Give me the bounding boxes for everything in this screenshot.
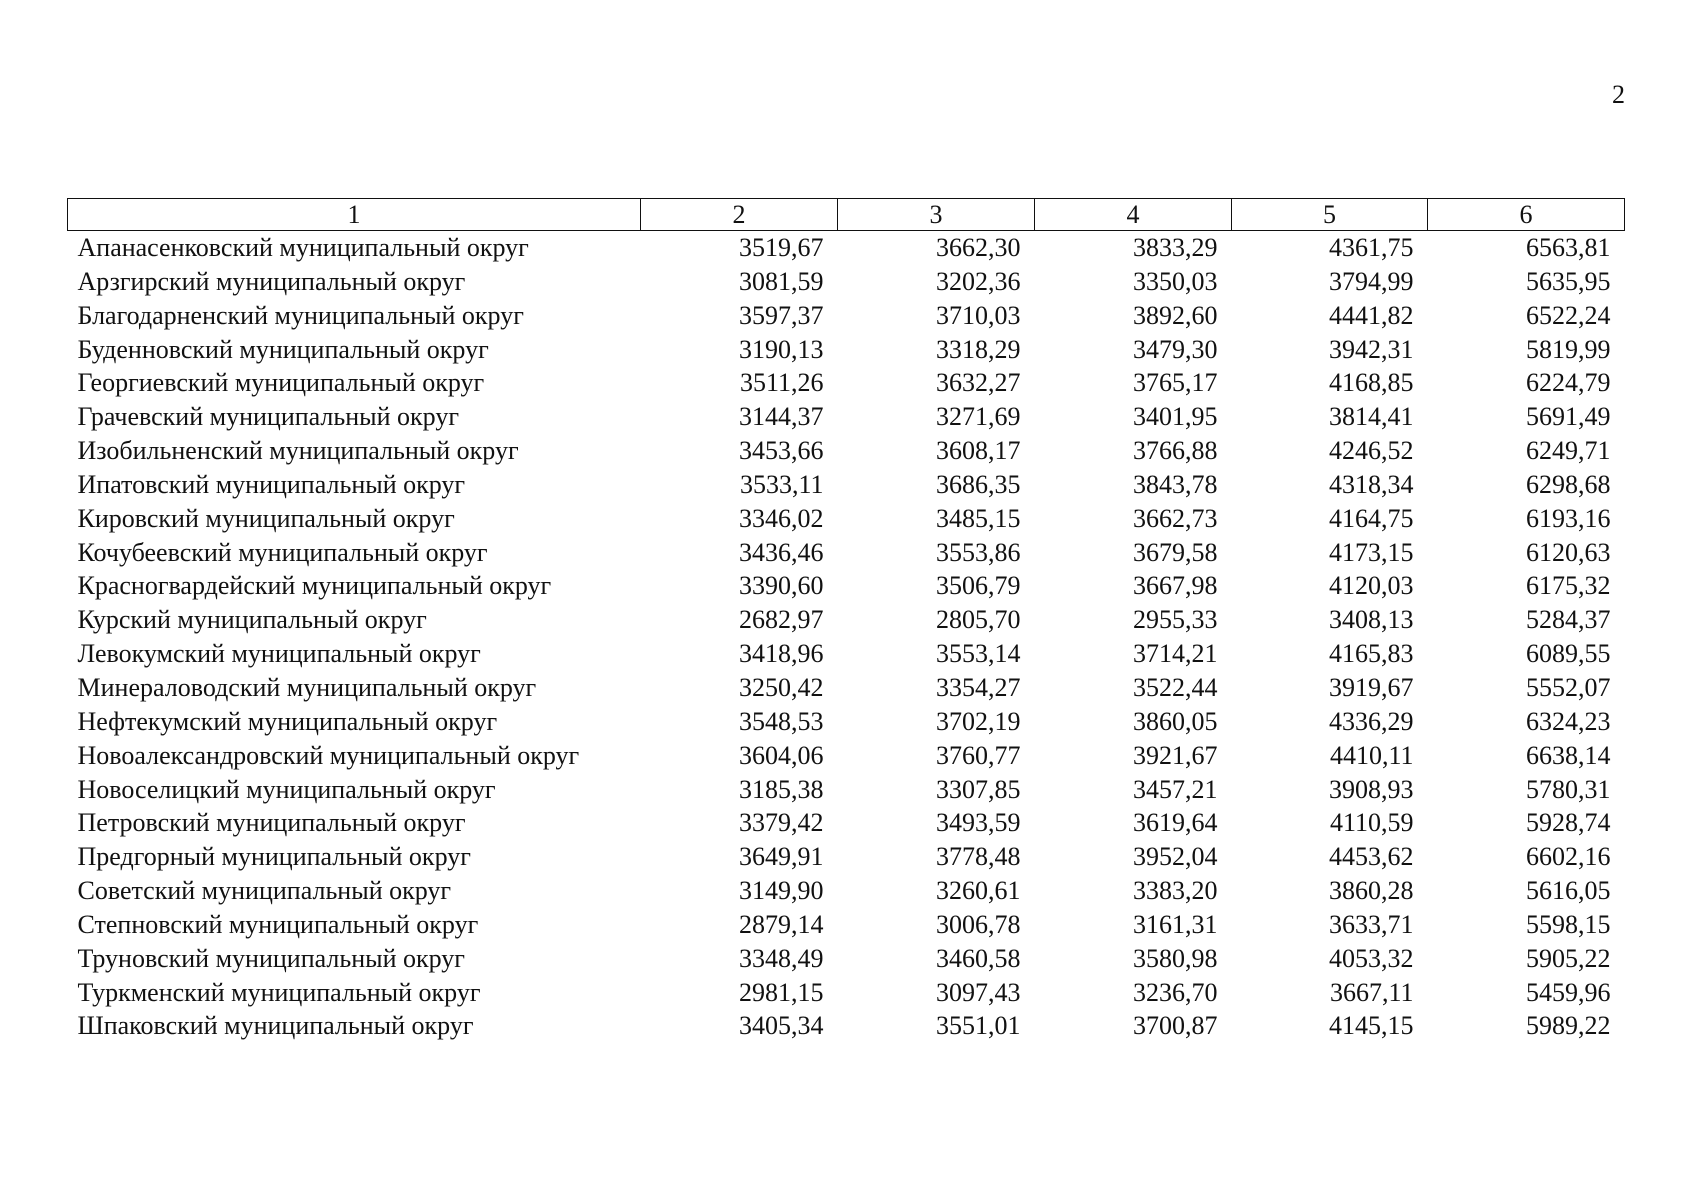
header-cell-col-6: 6 (1428, 199, 1625, 231)
value-cell-col-2: 3436,46 (739, 537, 824, 567)
header-cell-col-2: 2 (641, 199, 838, 231)
district-name-cell: Кочубеевский муниципальный округ (77, 537, 488, 567)
district-name-cell: Советский муниципальный округ (77, 876, 452, 906)
table-row (68, 434, 1625, 468)
district-name-cell: Петровский муниципальный округ (77, 808, 466, 838)
district-name-cell: Благодарненский муниципальный округ (77, 300, 524, 330)
value-cell-col-3: 3006,78 (936, 909, 1021, 939)
value-cell-col-5: 4110,59 (1329, 808, 1414, 838)
value-cell-col-3: 3551,01 (936, 1011, 1021, 1041)
value-cell-col-3: 2805,70 (936, 605, 1021, 635)
value-cell-col-6: 6224,79 (1526, 368, 1611, 398)
table-row (68, 806, 1625, 840)
table-header (68, 199, 1625, 231)
value-cell-col-4: 3350,03 (1133, 266, 1218, 296)
value-cell-col-5: 4145,15 (1329, 1011, 1414, 1041)
value-cell-col-2: 3533,11 (739, 469, 824, 499)
value-cell-col-5: 3908,93 (1329, 774, 1414, 804)
value-cell-col-3: 3686,35 (936, 469, 1021, 499)
value-cell-col-6: 6522,24 (1526, 300, 1611, 330)
district-name-cell: Туркменский муниципальный округ (77, 977, 481, 1007)
value-cell-col-4: 3236,70 (1133, 977, 1218, 1007)
district-name-cell: Нефтекумский муниципальный округ (77, 706, 498, 736)
table-row (68, 840, 1625, 874)
value-cell-col-3: 3460,58 (936, 943, 1021, 973)
district-name-cell: Грачевский муниципальный округ (77, 402, 460, 432)
value-cell-col-3: 3760,77 (936, 740, 1021, 770)
table-row (68, 502, 1625, 536)
table-row (68, 366, 1625, 400)
value-cell-col-6: 5284,37 (1526, 605, 1611, 635)
district-name-cell: Степновский муниципальный округ (77, 909, 479, 939)
district-name-cell: Минераловодский муниципальный округ (77, 672, 537, 702)
value-cell-col-6: 5819,99 (1526, 334, 1611, 364)
value-cell-col-5: 4410,11 (1329, 740, 1414, 770)
district-name-cell: Ипатовский муниципальный округ (77, 469, 466, 499)
value-cell-col-2: 3149,90 (739, 876, 824, 906)
table-row (68, 400, 1625, 434)
value-cell-col-6: 5459,96 (1526, 977, 1611, 1007)
value-cell-col-2: 3597,37 (739, 300, 824, 330)
header-cell-col-3: 3 (838, 199, 1035, 231)
value-cell-col-4: 3580,98 (1133, 943, 1218, 973)
district-name-cell: Предгорный муниципальный округ (77, 842, 471, 872)
table-body (68, 231, 1625, 1044)
value-cell-col-3: 3506,79 (936, 571, 1021, 601)
value-cell-col-5: 3814,41 (1329, 402, 1414, 432)
value-cell-col-2: 3548,53 (739, 706, 824, 736)
value-cell-col-5: 3794,99 (1329, 266, 1414, 296)
table-row (68, 705, 1625, 739)
district-name-cell: Изобильненский муниципальный округ (77, 436, 519, 466)
value-cell-col-4: 3921,67 (1133, 740, 1218, 770)
value-cell-col-5: 3919,67 (1329, 672, 1414, 702)
value-cell-col-4: 3619,64 (1133, 808, 1218, 838)
value-cell-col-2: 3649,91 (739, 842, 824, 872)
value-cell-col-2: 3250,42 (739, 672, 824, 702)
value-cell-col-6: 5616,05 (1526, 876, 1611, 906)
table-row (68, 299, 1625, 333)
value-cell-col-5: 3667,11 (1329, 977, 1414, 1007)
value-cell-col-6: 6638,14 (1526, 740, 1611, 770)
value-cell-col-5: 3942,31 (1329, 334, 1414, 364)
district-name-cell: Красногвардейский муниципальный округ (77, 571, 552, 601)
value-cell-col-5: 4120,03 (1329, 571, 1414, 601)
value-cell-col-4: 3522,44 (1133, 672, 1218, 702)
table-row (68, 976, 1625, 1010)
district-name-cell: Кировский муниципальный округ (77, 503, 455, 533)
value-cell-col-3: 3307,85 (936, 774, 1021, 804)
value-cell-col-6: 5552,07 (1526, 672, 1611, 702)
table-row (68, 265, 1625, 299)
value-cell-col-2: 3418,96 (739, 639, 824, 669)
value-cell-col-4: 3679,58 (1133, 537, 1218, 567)
value-cell-col-2: 3519,67 (739, 233, 824, 262)
value-cell-col-4: 3700,87 (1133, 1011, 1218, 1041)
value-cell-col-4: 3662,73 (1133, 503, 1218, 533)
district-name-cell: Новоселицкий муниципальный округ (77, 774, 496, 804)
value-cell-col-5: 4053,32 (1329, 943, 1414, 973)
header-cell-col-4: 4 (1035, 199, 1232, 231)
table-row (68, 942, 1625, 976)
value-cell-col-5: 3860,28 (1329, 876, 1414, 906)
value-cell-col-5: 4318,34 (1329, 469, 1414, 499)
value-cell-col-6: 5905,22 (1526, 943, 1611, 973)
value-cell-col-4: 3667,98 (1133, 571, 1218, 601)
page-number: 2 (1612, 80, 1625, 109)
value-cell-col-4: 3765,17 (1133, 368, 1218, 398)
value-cell-col-3: 3710,03 (936, 300, 1021, 330)
value-cell-col-2: 3453,66 (739, 436, 824, 466)
value-cell-col-2: 3144,37 (739, 402, 824, 432)
value-cell-col-2: 3185,38 (739, 774, 824, 804)
header-row (68, 199, 1625, 231)
value-cell-col-4: 3833,29 (1133, 233, 1218, 262)
value-cell-col-4: 3161,31 (1133, 909, 1218, 939)
table-row (68, 671, 1625, 705)
value-cell-col-3: 3318,29 (936, 334, 1021, 364)
value-cell-col-3: 3662,30 (936, 233, 1021, 262)
table-row (68, 603, 1625, 637)
value-cell-col-3: 3485,15 (936, 503, 1021, 533)
value-cell-col-4: 3401,95 (1133, 402, 1218, 432)
value-cell-col-6: 5691,49 (1526, 402, 1611, 432)
district-name-cell: Новоалександровский муниципальный округ (77, 740, 580, 770)
value-cell-col-3: 3778,48 (936, 842, 1021, 872)
district-name-cell: Курский муниципальный округ (77, 605, 427, 635)
table-row (68, 637, 1625, 671)
district-name-cell: Георгиевский муниципальный округ (77, 368, 485, 398)
value-cell-col-4: 2955,33 (1133, 605, 1218, 635)
district-name-cell: Арзгирский муниципальный округ (77, 266, 466, 296)
header-cell-col-1: 1 (68, 199, 641, 231)
value-cell-col-3: 3608,17 (936, 436, 1021, 466)
header-cell-col-5: 5 (1232, 199, 1428, 231)
value-cell-col-5: 4336,29 (1329, 706, 1414, 736)
value-cell-col-5: 4164,75 (1329, 503, 1414, 533)
value-cell-col-5: 3408,13 (1329, 605, 1414, 635)
value-cell-col-3: 3260,61 (936, 876, 1021, 906)
value-cell-col-3: 3702,19 (936, 706, 1021, 736)
value-cell-col-5: 4453,62 (1329, 842, 1414, 872)
value-cell-col-6: 5598,15 (1526, 909, 1611, 939)
value-cell-col-4: 3479,30 (1133, 334, 1218, 364)
value-cell-col-6: 6602,16 (1526, 842, 1611, 872)
value-cell-col-3: 3097,43 (936, 977, 1021, 1007)
value-cell-col-4: 3714,21 (1133, 639, 1218, 669)
district-name-cell: Труновский муниципальный округ (77, 943, 465, 973)
value-cell-col-2: 2981,15 (739, 977, 824, 1007)
value-cell-col-2: 3348,49 (739, 943, 824, 973)
value-cell-col-2: 3190,13 (739, 334, 824, 364)
value-cell-col-5: 4165,83 (1329, 639, 1414, 669)
value-cell-col-4: 3457,21 (1133, 774, 1218, 804)
value-cell-col-2: 3390,60 (739, 571, 824, 601)
value-cell-col-6: 6089,55 (1526, 639, 1611, 669)
value-cell-col-6: 5989,22 (1526, 1011, 1611, 1041)
value-cell-col-6: 6324,23 (1526, 706, 1611, 736)
value-cell-col-4: 3892,60 (1133, 300, 1218, 330)
value-cell-col-4: 3766,88 (1133, 436, 1218, 466)
value-cell-col-5: 4168,85 (1329, 368, 1414, 398)
value-cell-col-3: 3354,27 (936, 672, 1021, 702)
district-name-cell: Шпаковский муниципальный округ (77, 1011, 474, 1041)
table-row (68, 773, 1625, 807)
value-cell-col-6: 6193,16 (1526, 503, 1611, 533)
value-cell-col-6: 5780,31 (1526, 774, 1611, 804)
value-cell-col-2: 3405,34 (739, 1011, 824, 1041)
value-cell-col-6: 6249,71 (1526, 436, 1611, 466)
value-cell-col-3: 3493,59 (936, 808, 1021, 838)
table-row (68, 908, 1625, 942)
table-row (68, 1009, 1625, 1043)
value-cell-col-4: 3860,05 (1133, 706, 1218, 736)
table-row (68, 333, 1625, 367)
value-cell-col-5: 4441,82 (1329, 300, 1414, 330)
table-row (68, 536, 1625, 570)
value-cell-col-4: 3843,78 (1133, 469, 1218, 499)
value-cell-col-6: 6175,32 (1526, 571, 1611, 601)
value-cell-col-5: 4246,52 (1329, 436, 1414, 466)
value-cell-col-6: 6563,81 (1526, 233, 1611, 262)
value-cell-col-5: 3633,71 (1329, 909, 1414, 939)
value-cell-col-3: 3553,86 (936, 537, 1021, 567)
district-name-cell: Буденновский муниципальный округ (77, 334, 489, 364)
value-cell-col-2: 3379,42 (739, 808, 824, 838)
value-cell-col-6: 5635,95 (1526, 266, 1611, 296)
value-cell-col-4: 3952,04 (1133, 842, 1218, 872)
table-row (68, 874, 1625, 908)
value-cell-col-3: 3632,27 (936, 368, 1021, 398)
data-table (67, 198, 1625, 1043)
district-name-cell: Апанасенковский муниципальный округ (77, 233, 529, 262)
district-name-cell: Левокумский муниципальный округ (77, 639, 481, 669)
value-cell-col-4: 3383,20 (1133, 876, 1218, 906)
value-cell-col-3: 3271,69 (936, 402, 1021, 432)
value-cell-col-3: 3202,36 (936, 266, 1021, 296)
table-row (68, 569, 1625, 603)
value-cell-col-3: 3553,14 (936, 639, 1021, 669)
table-row (68, 739, 1625, 773)
value-cell-col-6: 6120,63 (1526, 537, 1611, 567)
value-cell-col-5: 4173,15 (1329, 537, 1414, 567)
value-cell-col-5: 4361,75 (1329, 233, 1414, 262)
value-cell-col-2: 3511,26 (739, 368, 824, 398)
value-cell-col-2: 3081,59 (739, 266, 824, 296)
value-cell-col-2: 2879,14 (739, 909, 824, 939)
value-cell-col-2: 2682,97 (739, 605, 824, 635)
value-cell-col-6: 6298,68 (1526, 469, 1611, 499)
table-row (68, 231, 1625, 265)
table-row (68, 468, 1625, 502)
value-cell-col-6: 5928,74 (1526, 808, 1611, 838)
value-cell-col-2: 3604,06 (739, 740, 824, 770)
value-cell-col-2: 3346,02 (739, 503, 824, 533)
